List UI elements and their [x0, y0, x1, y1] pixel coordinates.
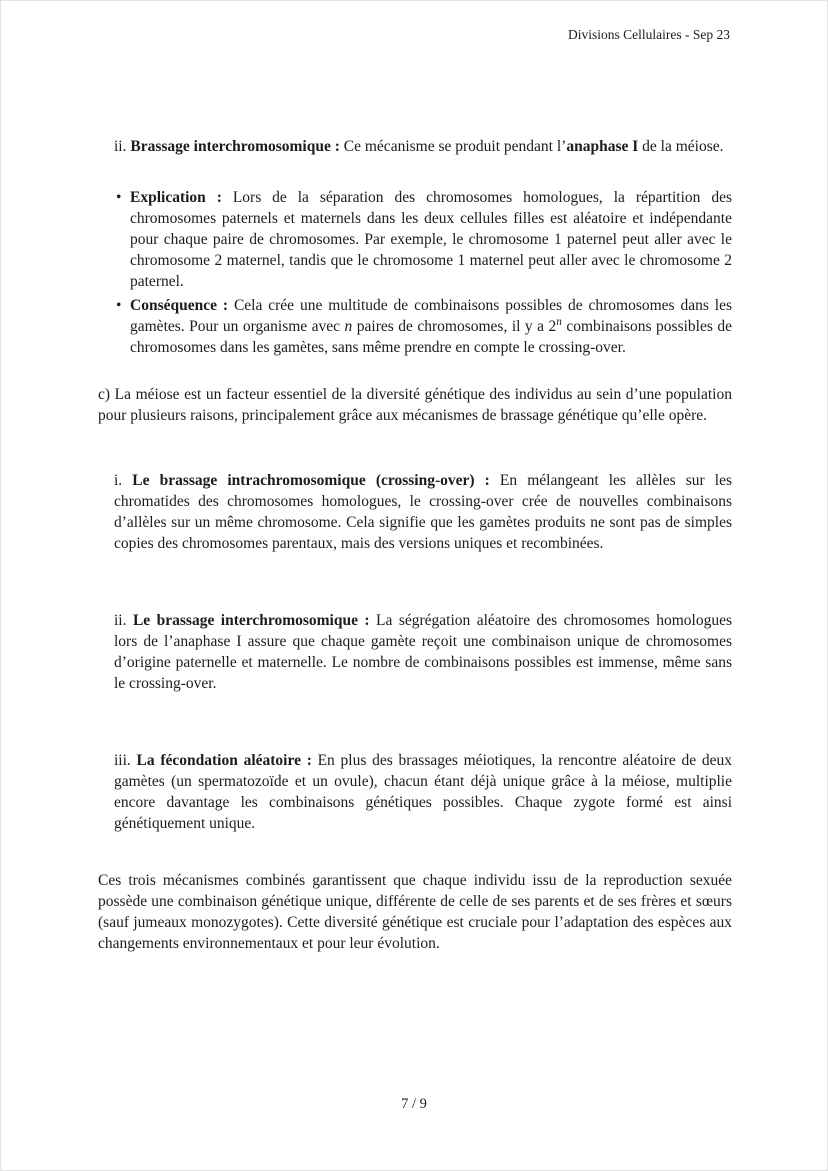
paragraph-conclusion: Ces trois mécanismes combinés garantissent que chaque individu issu de la reproduction sexuée possède une combinaison génétique unique, différente de celle de ses parents et de ses frères et sœurs (sauf jumeaux monozygotes). Cette diversité génétique est cruciale pour l’adaptation des espèces aux changements environnementaux et pour leur évolution. [98, 872, 732, 952]
page-number: 7 / 9 [401, 1096, 427, 1112]
page-footer [1, 1096, 827, 1113]
paragraph-c-meiose-diversite: c) La méiose est un facteur essentiel de la diversité génétique des individus au sein d’une population pour plusieurs raisons, principalement grâce aux mécanismes de brassage génétique qu’elle opère. [98, 386, 732, 424]
bullet-text-explication: Explication : Lors de la séparation des chromosomes homologues, la répartition des chromosomes paternels et maternels dans les deux cellules filles est aléatoire et indépendante pour chaque paire de chromosomes. Par exemple, le chromosome 1 paternel peut aller avec le chromosome 2 maternel, tandis que le chromosome 1 maternel peut aller avec le chromosome 2 paternel. [130, 189, 732, 290]
bullet-icon: • [116, 189, 122, 206]
list-item-consequence [114, 295, 732, 358]
paragraph-interchromosomique-intro: ii. Brassage interchromosomique : Ce mécanisme se produit pendant l’anaphase I de la méiose. [114, 138, 724, 155]
paragraph-ii-brassage-interchromosomique: ii. Le brassage interchromosomique : La ségrégation aléatoire des chromosomes homologues lors de l’anaphase I assure que chaque gamète reçoit une combinaison unique de chromosomes d’origine paternelle et maternelle. Le nombre de combinaisons possibles est immense, même sans le crossing-over. [114, 612, 732, 692]
list-item-explication [114, 187, 732, 292]
bullet-icon: • [116, 297, 122, 314]
document-title-header: Divisions Cellulaires - Sep 23 [568, 27, 730, 42]
bullet-list [114, 187, 732, 358]
paragraph-iii-fecondation-aleatoire: iii. La fécondation aléatoire : En plus des brassages méiotiques, la rencontre aléatoire de deux gamètes (un spermatozoïde et un ovule), chacun étant déjà unique grâce à la méiose, multiplie encore davantage les combinaisons génétiques possibles. Chaque zygote formé est ainsi génétiquement unique. [114, 752, 732, 832]
paragraph-i-brassage-intrachromosomique: i. Le brassage intrachromosomique (crossing-over) : En mélangeant les allèles sur les chromatides des chromosomes homologues, le crossing-over crée de nouvelles combinaisons d’allèles sur un même chromosome. Cela signifie que les gamètes produits ne sont pas de simples copies des chromosomes parentaux, mais des versions uniques et recombinées. [114, 472, 732, 552]
bullet-text-consequence: Conséquence : Cela crée une multitude de combinaisons possibles de chromosomes dans les gamètes. Pour un organisme avec n paires de chromosomes, il y a 2$^n$ combinaisons possibles de chromosomes dans les gamètes, sans même prendre en compte le crossing-over. [130, 297, 732, 356]
document-body [98, 136, 732, 954]
page-header [568, 27, 730, 43]
